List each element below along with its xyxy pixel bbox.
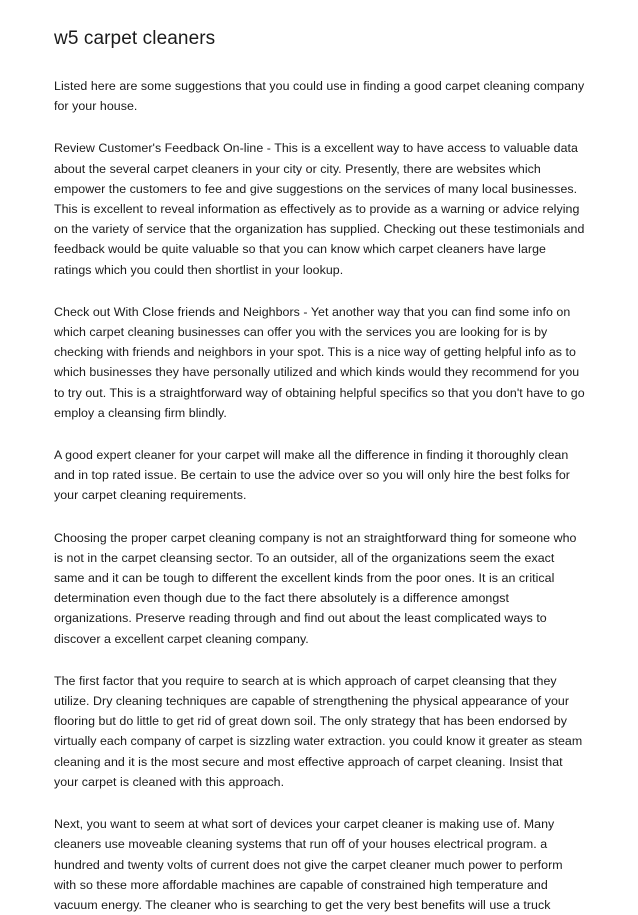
paragraph-cleaning-approach: The first factor that you require to search at is which approach of carpet cleansing that they utilize. Dry cleaning techniques are capable of strengthening the physical appearance of your flooring but do little to get rid of great down soil. The only strategy that has been endorsed by virtually each company of carpet is sizzling water extraction. you could know it greater as steam cleaning and it is the most secure and most effective approach of carpet cleaning. Insist that your carpet is cleaned with this approach. [54, 673, 583, 789]
paragraph-choosing-company: Choosing the proper carpet cleaning company is not an straightforward thing for someone who is not in the carpet cleansing sector. To an outsider, all of the organizations seem the exact same and it can be tough to different the excellent kinds from the poor ones. It is an critical determination even though due to the fact there absolutely is a difference amongst organizations. Preserve reading through and find out about the least complicated ways to discover a excellent carpet cleaning company. [54, 530, 577, 646]
paragraph-customer-feedback: Review Customer's Feedback On-line - This is a excellent way to have access to valuable data about the several carpet cleaners in your city or city. Presently, there are websites which empower the customers to fee and give suggestions on the services of many local businesses. This is excellent to reveal information as effectively as to provide as a warning or advice relying on the variety of service that the organization has supplied. Checking out these testimonials and feedback would be quite valuable so that you can know which carpet cleaners have large ratings which you could then shortlist in your lookup. [54, 141, 585, 277]
paragraph-intro: Listed here are some suggestions that you could use in finding a good carpet cleaning company for your house. [54, 79, 585, 114]
document-title: w5 carpet cleaners [54, 28, 216, 49]
paragraph-devices: Next, you want to seem at what sort of devices your carpet cleaner is making use of. Many cleaners use moveable cleaning systems that run off of your houses electrical program. a hundred and twenty volts of current does not give the carpet cleaner much power to perform with so these more affordable machines are capable of constrained high temperature and vacuum energy. The cleaner who is searching to get the very best benefits will use a truck [54, 817, 563, 912]
paragraph-expert-cleaner: A good expert cleaner for your carpet will make all the difference in finding it thoroughly clean and in top rated issue. Be certain to use the advice over so you will only hire the best folks for your carpet cleaning requirements. [54, 448, 570, 503]
paragraph-friends-neighbors: Check out With Close friends and Neighbors - Yet another way that you can find some info on which carpet cleaning businesses can offer you with the services you are looking for is by checking with friends and neighbors in your spot. This is a nice way of getting helpful info as to which businesses they have personally utilized and which kinds would they recommend for you to try out. This is a straightforward way of obtaining helpful specifics so that you don't have to go employ a cleansing firm blindly. [54, 304, 585, 420]
